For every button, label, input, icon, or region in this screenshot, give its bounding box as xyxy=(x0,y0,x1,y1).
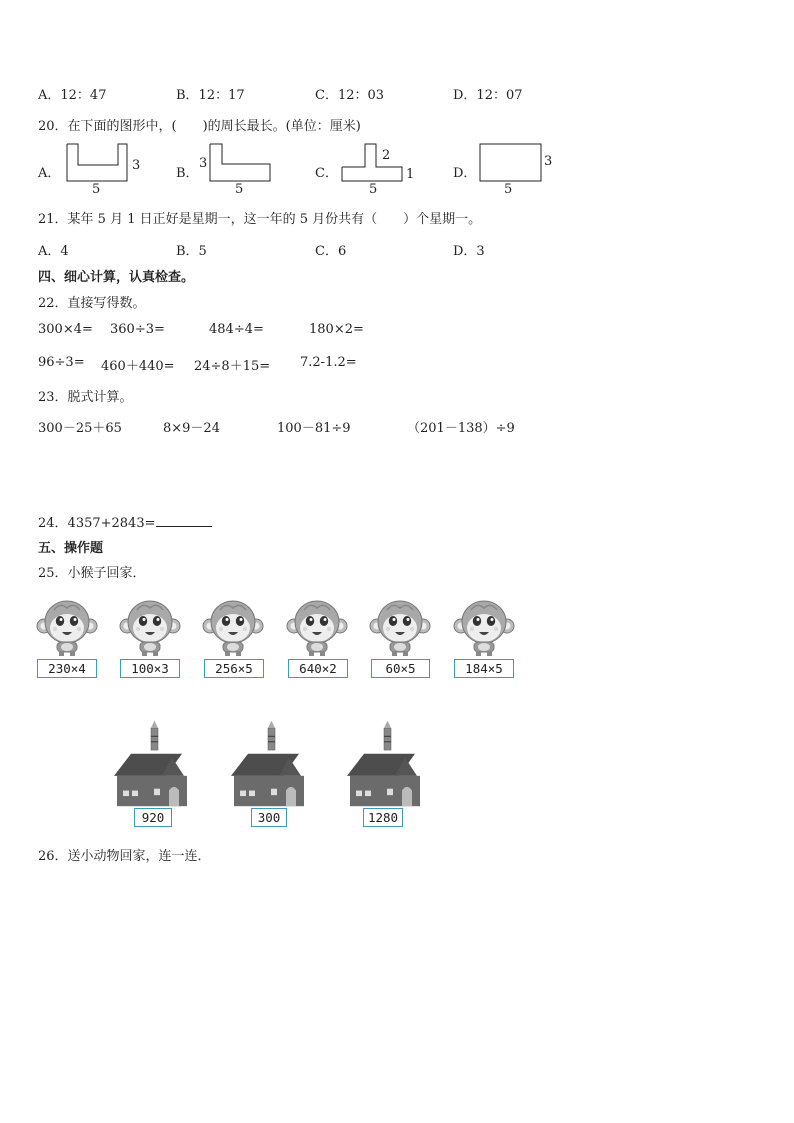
shape-a-figure xyxy=(66,143,136,183)
shape-c-side-label: 1 xyxy=(406,167,415,182)
q19-option-c: C．12：03 xyxy=(315,88,385,103)
monkey-1-icon xyxy=(38,596,98,658)
monkey-5-icon xyxy=(371,596,431,658)
shape-d-side-label: 3 xyxy=(544,154,553,169)
q20-label-a: A． xyxy=(38,166,61,181)
house-2-icon xyxy=(231,720,306,810)
q23-item2: 8×9－24 xyxy=(163,421,220,436)
q20-label-b: B． xyxy=(176,166,199,181)
q21-option-b: B．5 xyxy=(176,244,207,259)
shape-c-figure xyxy=(341,143,411,183)
q21-option-d: D．3 xyxy=(453,244,485,259)
q20-question: 20．在下面的图形中，( )的周长最长。(单位：厘米) xyxy=(38,119,361,134)
monkey-2-expression[interactable]: 100×3 xyxy=(120,659,180,678)
q24-text: 24．4357+2843= xyxy=(38,516,156,531)
shape-c-top-label: 2 xyxy=(382,148,391,163)
q21-option-c: C．6 xyxy=(315,244,347,259)
shape-d-figure xyxy=(479,143,549,183)
q24-answer-blank[interactable] xyxy=(156,514,212,527)
house-3-icon xyxy=(347,720,422,810)
q23-item1: 300－25＋65 xyxy=(38,421,122,436)
monkey-5-expression[interactable]: 60×5 xyxy=(371,659,430,678)
q22-row1-item3: 484÷4= xyxy=(209,322,264,337)
monkey-2-icon xyxy=(121,596,181,658)
q24-question xyxy=(38,512,212,531)
house-1-number[interactable]: 920 xyxy=(134,808,172,827)
monkey-3-expression[interactable]: 256×5 xyxy=(204,659,264,678)
house-2-number[interactable]: 300 xyxy=(251,808,287,827)
q26-question: 26．送小动物回家，连一连． xyxy=(38,849,211,864)
house-1-icon xyxy=(114,720,189,810)
monkey-6-expression[interactable]: 184×5 xyxy=(454,659,514,678)
shape-a-bottom-label: 5 xyxy=(92,182,101,197)
monkey-1-expression[interactable]: 230×4 xyxy=(37,659,97,678)
shape-c-bottom-label: 5 xyxy=(369,182,378,197)
q22-row2-item1: 96÷3= xyxy=(38,355,85,370)
q22-row1-item2: 360÷3= xyxy=(110,322,165,337)
monkey-4-expression[interactable]: 640×2 xyxy=(288,659,348,678)
monkey-3-icon xyxy=(204,596,264,658)
q19-option-a: A．12：47 xyxy=(38,88,107,103)
q19-option-b: B．12：17 xyxy=(176,88,245,103)
q20-label-c: C． xyxy=(315,166,338,181)
monkey-6-icon xyxy=(455,596,515,658)
q19-option-d: D．12：07 xyxy=(453,88,523,103)
q23-item4: （201－138）÷9 xyxy=(407,421,515,436)
q22-row2-item2: 460＋440= xyxy=(101,359,175,374)
q23-question: 23．脱式计算。 xyxy=(38,390,133,405)
q22-row2-item4: 7.2-1.2= xyxy=(300,355,357,370)
shape-b-bottom-label: 5 xyxy=(235,182,244,197)
shape-d-bottom-label: 5 xyxy=(504,182,513,197)
q21-option-a: A．4 xyxy=(38,244,69,259)
q20-label-d: D． xyxy=(453,166,477,181)
section-4-heading: 四、细心计算，认真检查。 xyxy=(38,270,195,285)
q22-row1-item1: 300×4= xyxy=(38,322,93,337)
monkey-4-icon xyxy=(288,596,348,658)
q25-question: 25．小猴子回家． xyxy=(38,566,146,581)
house-3-number[interactable]: 1280 xyxy=(363,808,403,827)
section-5-heading: 五、操作题 xyxy=(38,541,104,556)
q22-row2-item3: 24÷8＋15= xyxy=(194,359,271,374)
q21-question: 21．某年 5 月 1 日正好是星期一，这一年的 5 月份共有（ ）个星期一。 xyxy=(38,212,482,227)
q22-row1-item4: 180×2= xyxy=(309,322,364,337)
shape-a-side-label: 3 xyxy=(132,158,141,173)
shape-b-side-label: 3 xyxy=(199,156,208,171)
q23-item3: 100－81÷9 xyxy=(277,421,351,436)
q22-question: 22．直接写得数。 xyxy=(38,296,146,311)
shape-b-figure xyxy=(209,143,279,183)
